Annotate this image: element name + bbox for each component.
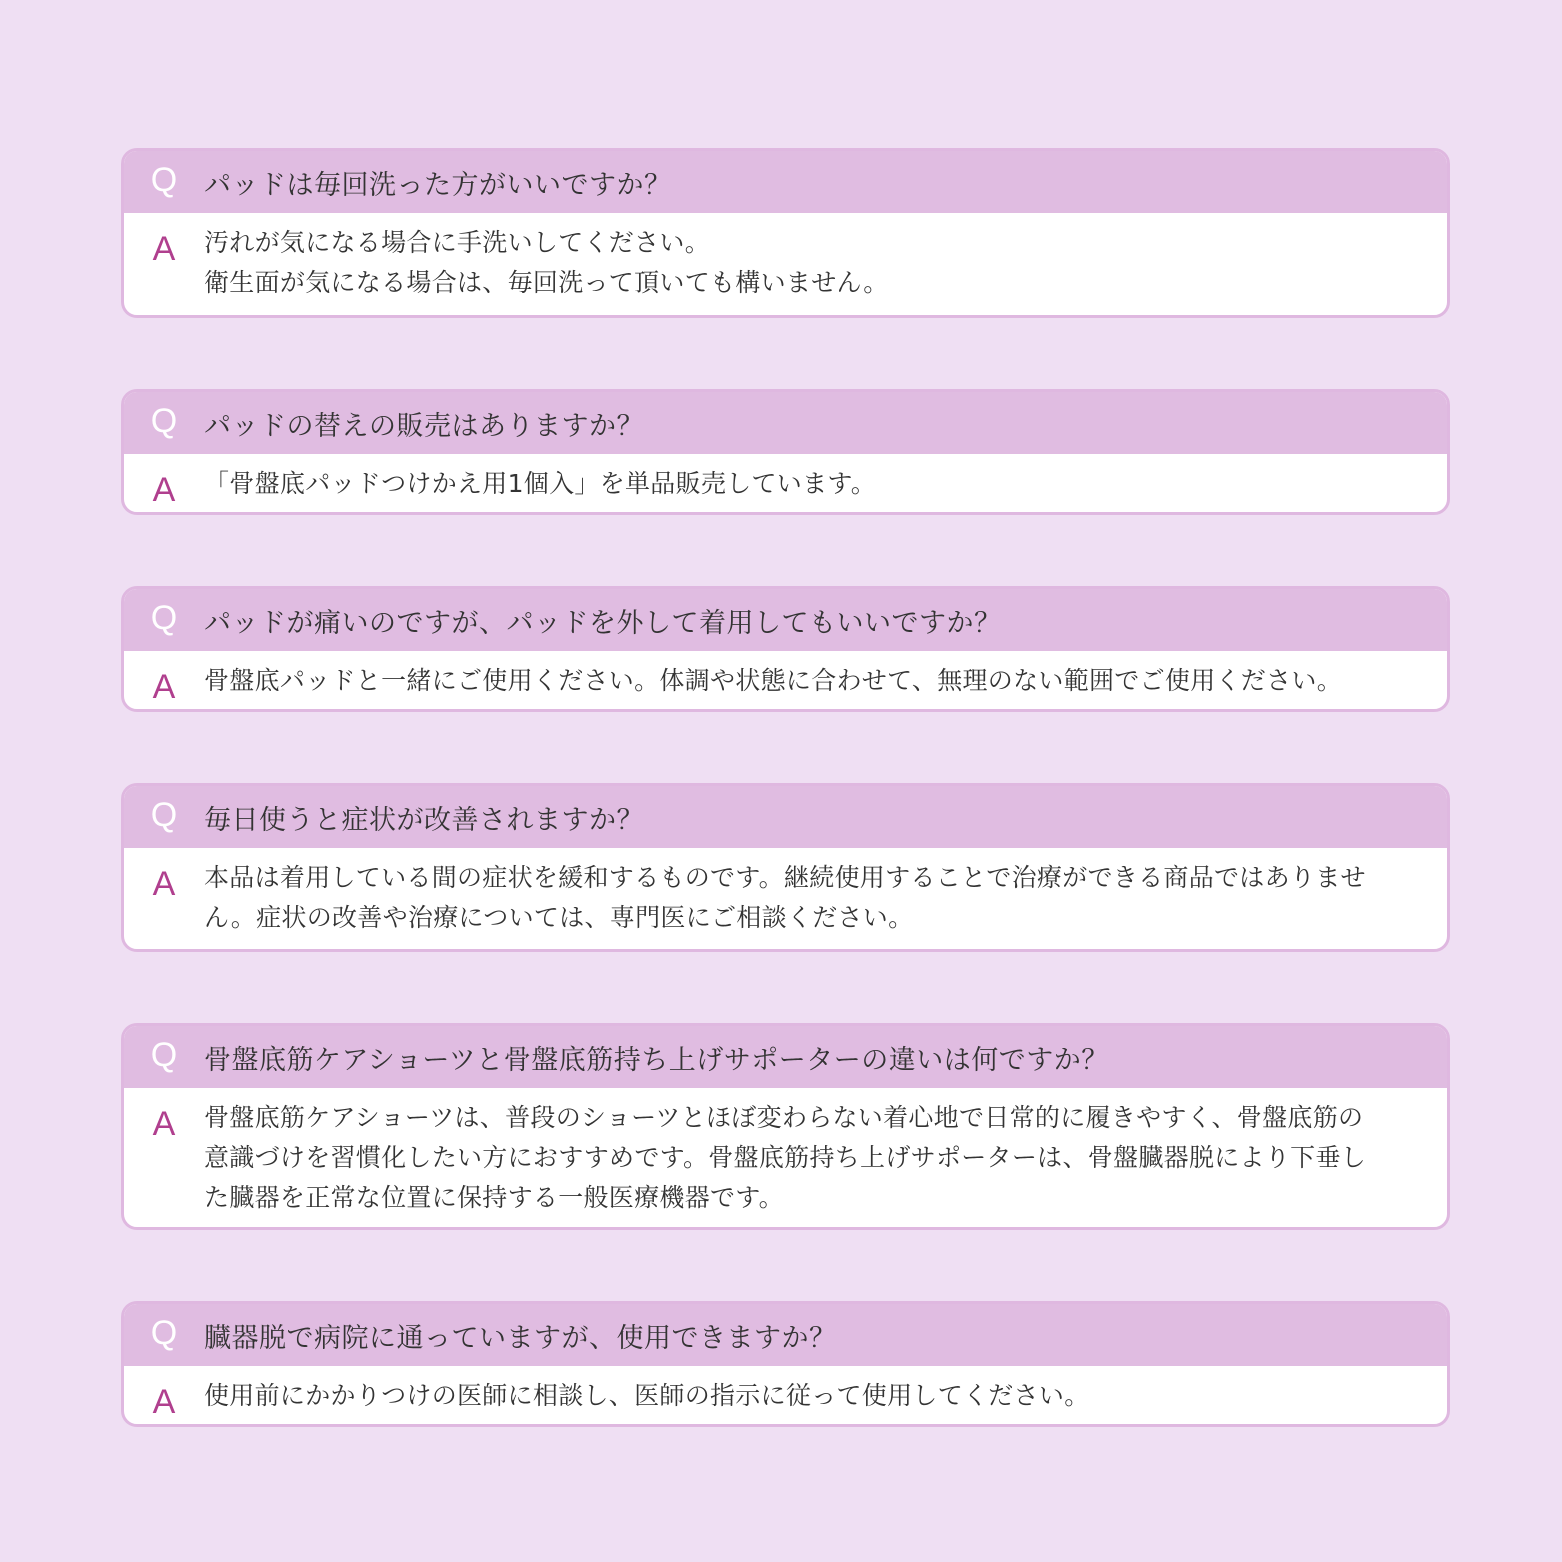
answer-text bbox=[204, 661, 1439, 701]
answer-line: 骨盤底筋ケアショーツは、普段のショーツとほぼ変わらない着心地で日常的に履きやすく、骨盤底筋の bbox=[204, 1103, 1364, 1132]
answer-text bbox=[204, 464, 1439, 504]
question-mark: Q bbox=[150, 161, 178, 199]
answer-row bbox=[124, 1088, 1447, 1218]
question-text: 毎日使うと症状が改善されますか？ bbox=[204, 804, 644, 836]
answer-line: 本品は着用している間の症状を緩和するものです。継続使用することで治療ができる商品ではありませ bbox=[204, 863, 1366, 892]
answer-row bbox=[124, 213, 1447, 303]
question-row bbox=[124, 392, 1447, 454]
answer-mark: A bbox=[152, 1105, 176, 1143]
question-mark: Q bbox=[150, 1314, 178, 1352]
faq-item bbox=[121, 1023, 1450, 1230]
question-mark: Q bbox=[150, 599, 178, 637]
answer-line: 骨盤底パッドと一緒にご使用ください。体調や状態に合わせて、無理のない範囲でご使用ください。 bbox=[204, 666, 1343, 695]
question-row bbox=[124, 1026, 1447, 1088]
answer-text bbox=[204, 223, 1439, 303]
question-row bbox=[124, 151, 1447, 213]
answer-row bbox=[124, 848, 1447, 938]
answer-text bbox=[204, 858, 1439, 938]
answer-line: 使用前にかかりつけの医師に相談し、医師の指示に従って使用してください。 bbox=[204, 1381, 1090, 1410]
answer-text bbox=[204, 1376, 1439, 1416]
answer-mark: A bbox=[152, 865, 176, 903]
answer-mark: A bbox=[152, 668, 176, 706]
answer-line: 「骨盤底パッドつけかえ用1個入」を単品販売しています。 bbox=[204, 469, 877, 498]
answer-line: 意識づけを習慣化したい方におすすめです。骨盤底筋持ち上げサポーターは、骨盤臓器脱により下垂し bbox=[204, 1143, 1367, 1172]
faq-item bbox=[121, 783, 1450, 952]
answer-mark: A bbox=[152, 230, 176, 268]
question-row bbox=[124, 589, 1447, 651]
answer-text bbox=[204, 1098, 1439, 1218]
answer-line: ん。症状の改善や治療については、専門医にご相談ください。 bbox=[204, 903, 914, 932]
question-text: 骨盤底筋ケアショーツと骨盤底筋持ち上げサポーターの違いは何ですか？ bbox=[204, 1044, 1109, 1076]
faq-item bbox=[121, 586, 1450, 712]
question-text: パッドが痛いのですが、パッドを外して着用してもいいですか？ bbox=[204, 607, 1002, 639]
question-text: パッドは毎回洗った方がいいですか？ bbox=[204, 169, 672, 201]
question-mark: Q bbox=[150, 796, 178, 834]
answer-line: 汚れが気になる場合に手洗いしてください。 bbox=[204, 228, 711, 257]
faq-item bbox=[121, 148, 1450, 318]
question-row bbox=[124, 1304, 1447, 1366]
answer-mark: A bbox=[152, 471, 176, 509]
answer-line: た臓器を正常な位置に保持する一般医療機器です。 bbox=[204, 1183, 784, 1212]
answer-line: 衛生面が気になる場合は、毎回洗って頂いても構いません。 bbox=[204, 268, 889, 297]
question-row bbox=[124, 786, 1447, 848]
answer-mark: A bbox=[152, 1383, 176, 1421]
question-mark: Q bbox=[150, 1036, 178, 1074]
faq-item bbox=[121, 1301, 1450, 1427]
question-text: パッドの替えの販売はありますか？ bbox=[204, 410, 644, 442]
question-mark: Q bbox=[150, 402, 178, 440]
faq-item bbox=[121, 389, 1450, 515]
answer-row bbox=[124, 651, 1447, 707]
answer-row bbox=[124, 1366, 1447, 1422]
question-text: 臓器脱で病院に通っていますが、使用できますか？ bbox=[204, 1322, 837, 1354]
answer-row bbox=[124, 454, 1447, 510]
